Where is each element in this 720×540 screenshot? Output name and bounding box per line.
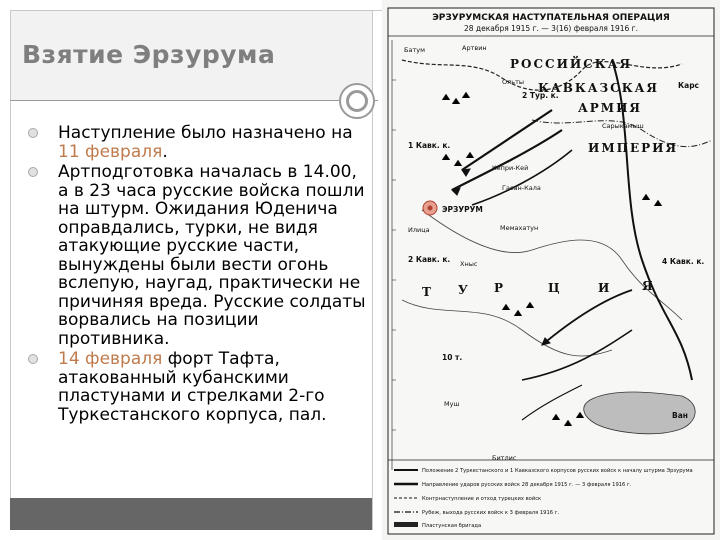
footer-band [10, 498, 372, 530]
slide-title: Взятие Эрзурума [22, 40, 276, 69]
erzurum-marker-center-icon [428, 206, 433, 211]
place-label: Ван [672, 411, 688, 420]
place-label: Муш [444, 400, 460, 408]
unit-label: 10 т. [442, 353, 463, 362]
title-underline [10, 100, 345, 101]
place-label: Артвин [462, 44, 487, 52]
legend-item: Положение 2 Туркестанского и 1 Кавказского корпусов русских войск к началу штурма Эрзурума [422, 468, 693, 474]
region-label: АРМИЯ [578, 101, 642, 115]
bullet-text: Наступление было назначено на [58, 123, 353, 143]
place-label: Ольты [502, 78, 525, 86]
place-label: Гасан-Кала [502, 184, 541, 192]
bullet-text: . [162, 141, 168, 162]
region-label: РОССИЙСКАЯ [510, 57, 633, 71]
bullet-text: форт Тафта, атакованный кубанскими пластунами и стрелками 2-го Туркестанского корпуса, пал. [58, 349, 327, 425]
region-label: ИМПЕРИЯ [588, 141, 679, 155]
bullet-item [28, 163, 372, 348]
bullet-list [28, 124, 372, 424]
place-label: ЭРЗУРУМ [442, 205, 483, 214]
place-label: Батум [404, 46, 425, 54]
legend-item: Контрнаступление и отход турецких войск [422, 496, 542, 502]
legend-item: Пластунская бригада [422, 523, 482, 529]
place-label: Сарыкамыш [602, 122, 644, 130]
map-title: ЭРЗУРУМСКАЯ НАСТУПАТЕЛЬНАЯ ОПЕРАЦИЯ [432, 13, 670, 23]
bullet-accent-text: 14 февраля [58, 349, 163, 369]
place-label: Кепри-Кей [492, 164, 529, 172]
unit-label: 1 Кавк. к. [408, 141, 451, 150]
unit-label: 4 Кавк. к. [662, 257, 705, 266]
bullet-dot-icon [28, 128, 38, 138]
bullet-text: Артподготовка началась в 14.00, а в 23 часа русские войска пошли на штурм. Ожидания Юденича оправдались, турки, не видя атакующие русские части, вынуждены были вести огонь вслепую, наугад, практически не причиняя вреда. Русские солдаты ворвались на позиции противника. [58, 162, 366, 349]
unit-label: 2 Тур. к. [522, 91, 559, 100]
place-label: Илица [408, 226, 430, 234]
vertical-divider [372, 10, 373, 530]
legend-swatch [394, 522, 418, 527]
region-label: КАВКАЗСКАЯ [538, 81, 659, 95]
unit-label: 2 Кавк. к. [408, 255, 451, 264]
region-label: Т [422, 285, 433, 299]
region-label: Я [642, 279, 655, 293]
map-image [382, 0, 720, 540]
place-label: Битлис [492, 454, 517, 462]
bullet-dot-icon [28, 167, 38, 177]
bullet-item [28, 350, 372, 424]
bullet-item [28, 124, 372, 161]
region-label: И [598, 281, 612, 295]
decorative-ring-inner [346, 90, 368, 112]
legend-item: Рубеж, выхода русских войск к 3 февраля 1916 г. [422, 510, 560, 516]
region-label: Ц [548, 281, 562, 295]
left-border [10, 10, 11, 530]
place-label: Карс [678, 81, 700, 90]
place-label: Хныс [460, 260, 478, 268]
bullet-dot-icon [28, 354, 38, 364]
place-label: Мемахатун [500, 224, 539, 232]
map-svg [382, 0, 720, 540]
bullet-accent-text: 11 февраля [58, 141, 163, 162]
region-label: У [458, 283, 470, 297]
legend-item: Направление ударов русских войск 28 декабря 1915 г. — 3 февраля 1916 г. [422, 482, 632, 488]
region-label: Р [494, 281, 506, 295]
decorative-ring-icon [339, 83, 375, 119]
map-subtitle: 28 декабря 1915 г. — 3(16) февраля 1916 г. [463, 24, 639, 33]
